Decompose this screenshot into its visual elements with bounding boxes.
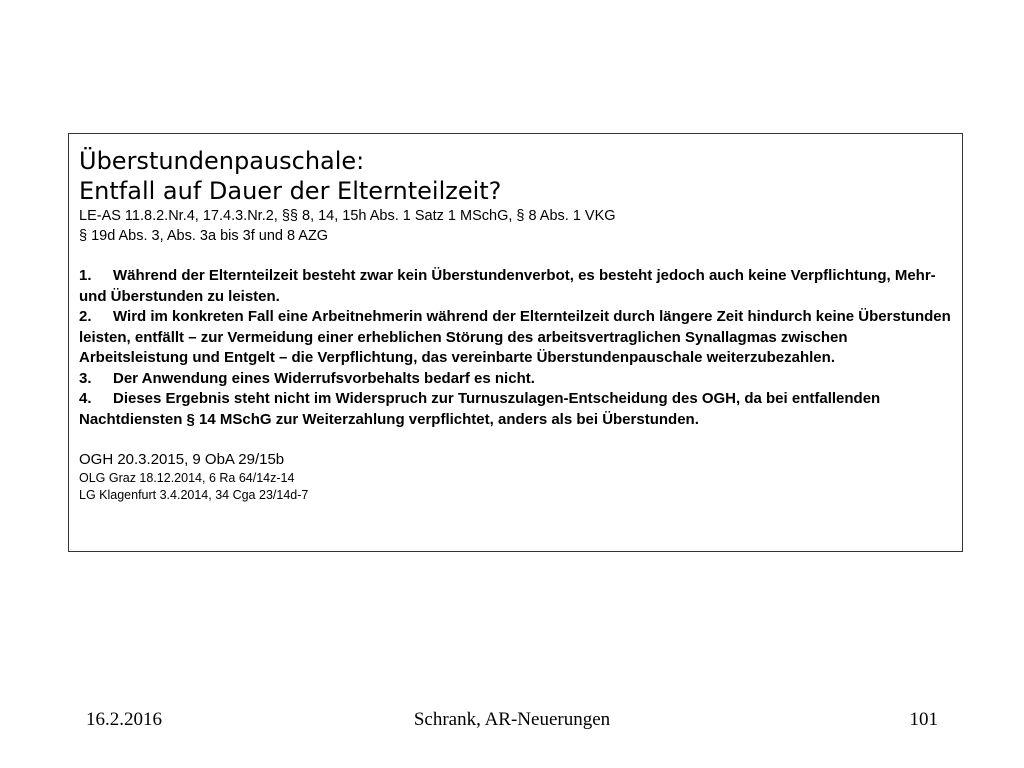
slide-title-line-1: Überstundenpauschale: (79, 147, 365, 175)
point-1-text: Während der Elternteilzeit besteht zwar kein Überstundenverbot, es besteht jedoch auch keine Verpflichtung, Mehr- und Überstunden zu leisten. (79, 267, 936, 305)
footer-page-number: 101 (909, 709, 938, 730)
point-1 (79, 266, 952, 307)
point-3 (79, 369, 952, 390)
lg-citation: LG Klagenfurt 3.4.2014, 34 Cga 23/14d-7 (79, 488, 309, 502)
footer-author-title: Schrank, AR-Neuerungen (413, 709, 611, 730)
slide-title-line-2: Entfall auf Dauer der Elternteilzeit? (79, 177, 502, 205)
point-1-number: 1. (79, 267, 92, 284)
spacer (79, 246, 952, 266)
point-2-number: 2. (79, 308, 92, 325)
point-3-text: Der Anwendung eines Widerrufsvorbehalts bedarf es nicht. (113, 369, 535, 387)
point-4 (79, 389, 952, 430)
point-4-number: 4. (79, 390, 92, 407)
content-box (68, 133, 963, 552)
ogh-citation: OGH 20.3.2015, 9 ObA 29/15b (79, 451, 285, 468)
point-2-text: Wird im konkreten Fall eine Arbeitnehmerin während der Elternteilzeit durch längere Zeit hindurch keine Überstunden leisten, entfällt – zur Vermeidung einer erheblichen Störung des arbeitsvertraglichen Synallagmas zwischen Arbeitsleistung und Entgelt – die Verpflichtung, das vereinbarte Überstundenpauschale weiterzubezahlen. (79, 308, 951, 366)
point-3-number: 3. (79, 369, 92, 387)
olg-citation: OLG Graz 18.12.2014, 6 Ra 64/14z-14 (79, 471, 295, 485)
spacer (79, 430, 952, 450)
point-2 (79, 307, 952, 369)
legal-references-line-2: § 19d Abs. 3, Abs. 3a bis 3f und 8 AZG (79, 228, 329, 244)
point-4-text: Dieses Ergebnis steht nicht im Widerspruch zur Turnuszulagen-Entscheidung des OGH, da bei entfallenden Nachtdiensten § 14 MSchG zur Weiterzahlung verpflichtet, anders als bei Überstunden. (79, 390, 881, 428)
footer-date: 16.2.2016 (86, 709, 162, 730)
legal-references-line-1: LE-AS 11.8.2.Nr.4, 17.4.3.Nr.2, §§ 8, 14, 15h Abs. 1 Satz 1 MSchG, § 8 Abs. 1 VKG (79, 208, 616, 224)
